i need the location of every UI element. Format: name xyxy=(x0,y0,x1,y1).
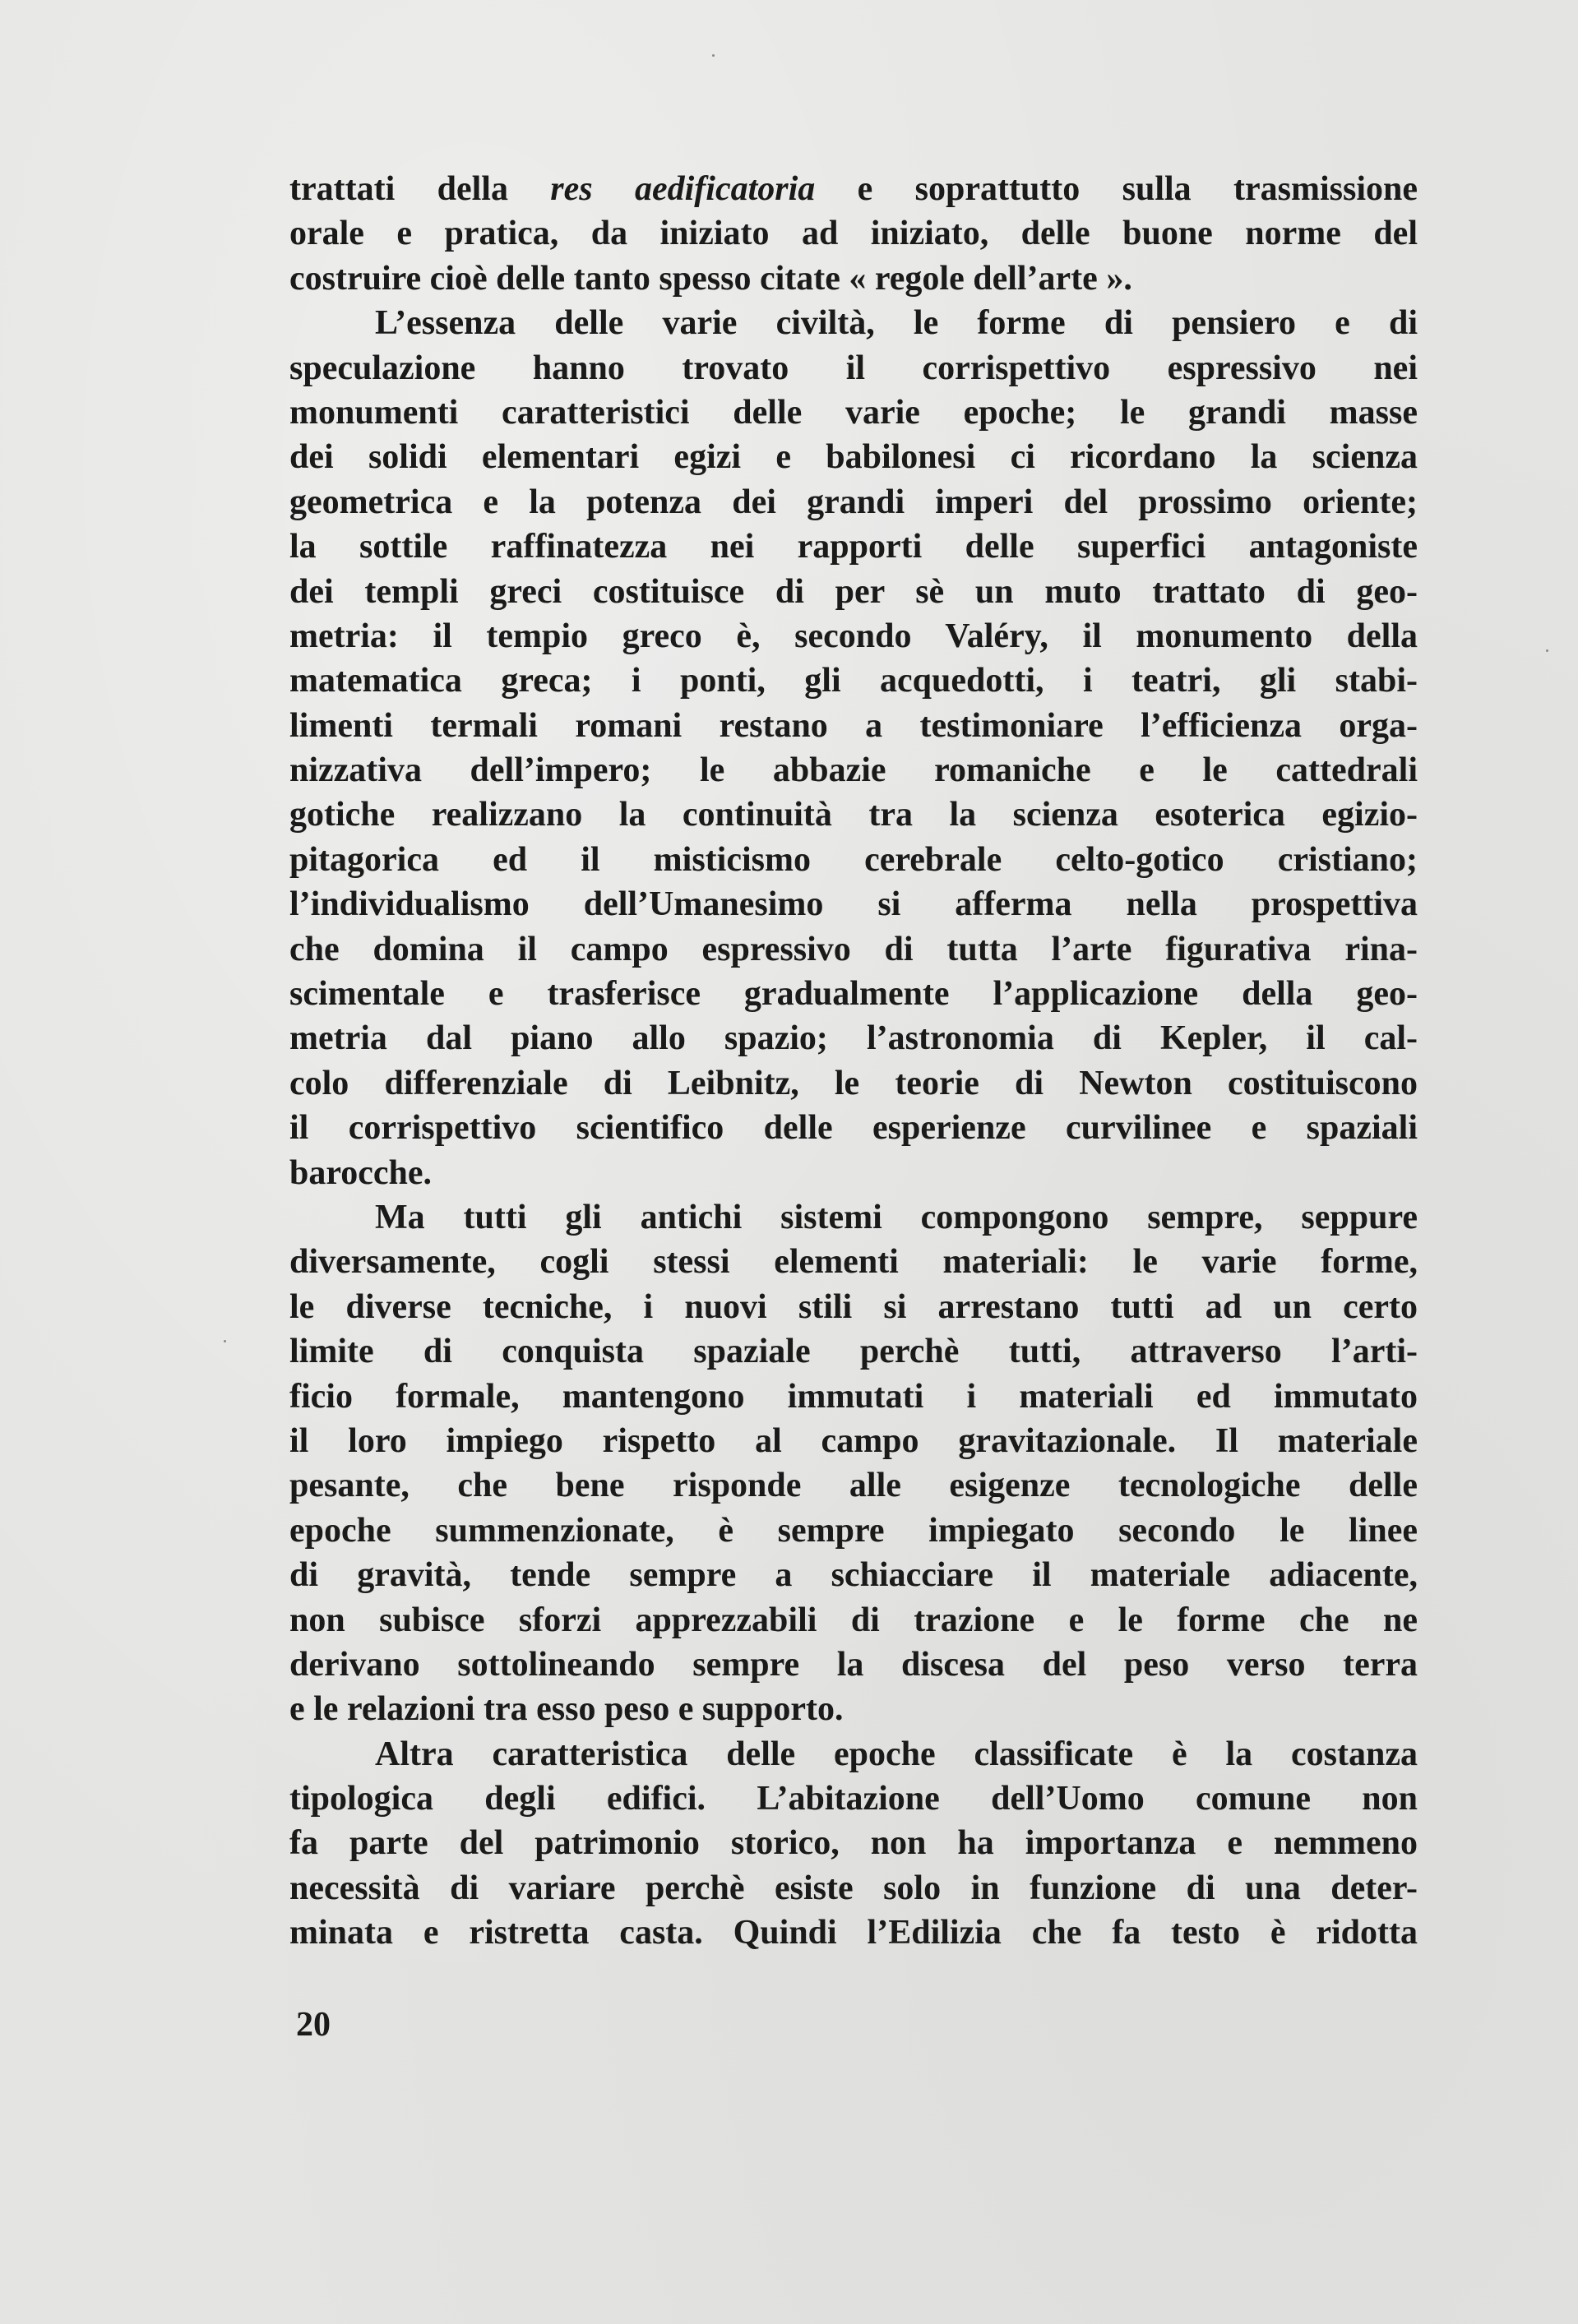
text-line: Altra caratteristica delle epoche classificate è la costanza xyxy=(375,1735,1418,1773)
paper-speck xyxy=(712,54,715,57)
italic-term: res aedificatoria xyxy=(550,170,816,208)
text-line: limite di conquista spaziale perchè tutti, attraverso l’arti- xyxy=(289,1333,1418,1371)
text-line: tipologica degli edifici. L’abitazione dell’Uomo comune non xyxy=(289,1780,1418,1818)
text-line: il loro impiego rispetto al campo gravitazionale. Il materiale xyxy=(289,1421,1418,1460)
text-line: minata e ristretta casta. Quindi l’Edilizia che fa testo è ridotta xyxy=(289,1914,1418,1952)
paper-speck xyxy=(1546,649,1548,652)
text-line: dei solidi elementari egizi e babilonesi ci ricordano la scienza xyxy=(289,438,1418,477)
text-line: metria dal piano allo spazio; l’astronomia di Kepler, il cal- xyxy=(289,1019,1418,1058)
text-line: l’individualismo dell’Umanesimo si afferma nella prospettiva xyxy=(289,885,1418,924)
text-line: speculazione hanno trovato il corrispettivo espressivo nei xyxy=(289,349,1418,387)
text-line: derivano sottolineando sempre la discesa del peso verso terra xyxy=(289,1645,1418,1684)
text-line: Ma tutti gli antichi sistemi compongono sempre, seppure xyxy=(375,1198,1418,1236)
text-line: orale e pratica, da iniziato ad iniziato, delle buone norme del xyxy=(289,215,1418,253)
text-line: trattati della res aedificatoria e soprattutto sulla trasmissione xyxy=(289,170,1418,208)
text-line: metria: il tempio greco è, secondo Valéry, il monumento della xyxy=(289,617,1418,655)
text-line: costruire cioè delle tanto spesso citate « regole dell’arte ». xyxy=(289,259,1132,298)
text-line: diversamente, cogli stessi elementi materiali: le varie forme, xyxy=(289,1243,1418,1282)
text-line: geometrica e la potenza dei grandi imperi del prossimo oriente; xyxy=(289,483,1418,521)
paper-speck xyxy=(224,1340,226,1342)
text-line: matematica greca; i ponti, gli acquedotti, i teatri, gli stabi- xyxy=(289,662,1418,700)
text-line: gotiche realizzano la continuità tra la scienza esoterica egizio- xyxy=(289,796,1418,834)
text-line: dei templi greci costituisce di per sè un muto trattato di geo- xyxy=(289,572,1418,611)
text-line: limenti termali romani restano a testimoniare l’efficienza orga- xyxy=(289,706,1418,745)
text-line: la sottile raffinatezza nei rapporti delle superfici antagoniste xyxy=(289,528,1418,566)
text-line: di gravità, tende sempre a schiacciare il materiale adiacente, xyxy=(289,1556,1418,1595)
page-number: 20 xyxy=(296,2006,331,2044)
text-line: epoche summenzionate, è sempre impiegato secondo le linee xyxy=(289,1511,1418,1550)
text-line: necessità di variare perchè esiste solo in funzione di una deter- xyxy=(289,1869,1418,1907)
text-line: non subisce sforzi apprezzabili di trazione e le forme che ne xyxy=(289,1601,1418,1639)
text-line: colo differenziale di Leibnitz, le teorie di Newton costituiscono xyxy=(289,1064,1418,1102)
text-line: nizzativa dell’impero; le abbazie romaniche e le cattedrali xyxy=(289,751,1418,790)
text-line: barocche. xyxy=(289,1153,433,1192)
text-line: e le relazioni tra esso peso e supporto. xyxy=(289,1690,844,1729)
text-line: pitagorica ed il misticismo cerebrale celto-gotico cristiano; xyxy=(289,840,1418,879)
text-line: il corrispettivo scientifico delle esperienze curvilinee e spaziali xyxy=(289,1109,1418,1148)
text-line: le diverse tecniche, i nuovi stili si arrestano tutti ad un certo xyxy=(289,1287,1418,1326)
text-line: L’essenza delle varie civiltà, le forme di pensiero e di xyxy=(375,304,1418,343)
text-line: ficio formale, mantengono immutati i materiali ed immutato xyxy=(289,1377,1418,1416)
text-line: fa parte del patrimonio storico, non ha importanza e nemmeno xyxy=(289,1824,1418,1863)
body-text xyxy=(289,167,1418,1956)
text-line: pesante, che bene risponde alle esigenze tecnologiche delle xyxy=(289,1467,1418,1505)
text-line: che domina il campo espressivo di tutta l’arte figurativa rina- xyxy=(289,930,1418,968)
text-line: monumenti caratteristici delle varie epoche; le grandi masse xyxy=(289,393,1418,432)
text-line: scimentale e trasferisce gradualmente l’applicazione della geo- xyxy=(289,975,1418,1014)
